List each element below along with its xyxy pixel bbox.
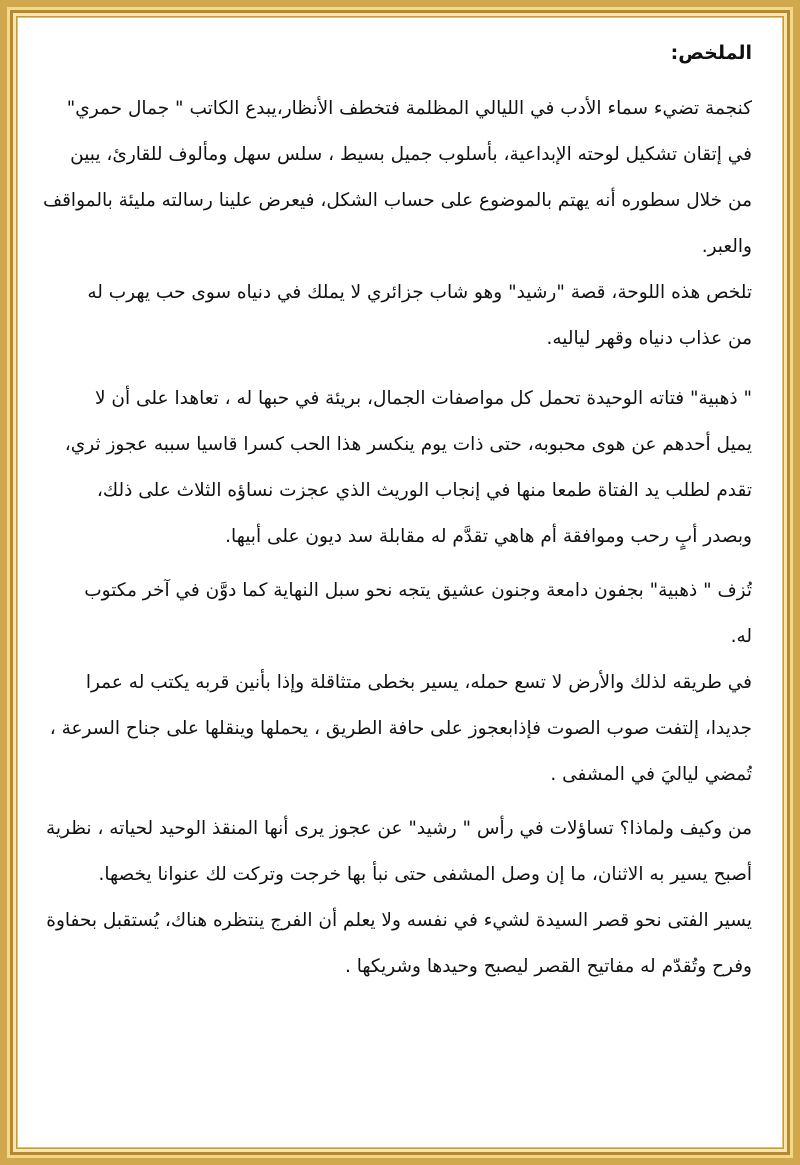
- text-line: يسير الفتى نحو قصر السيدة لشيء في نفسه ولا يعلم أن الفرج ينتظره هناك، يُستقبل بحفاوة: [46, 910, 752, 931]
- summary-page: [30, 28, 752, 990]
- page-title: الملخص:: [670, 42, 752, 64]
- text-line: من عذاب دنياه وقهر لياليه.: [546, 328, 752, 349]
- text-line: " ذهبية" فتاته الوحيدة تحمل كل مواصفات الجمال، بريئة في حبها له ، تعاهدا على أن لا: [94, 388, 752, 409]
- text-line: يميل أحدهم عن هوى محبوبه، حتى ذات يوم ينكسر هذا الحب كسرا قاسيا سببه عجوز ثري،: [64, 434, 752, 455]
- text-line: وبصدر أبٍ رحب وموافقة أم هاهي تقدَّم له مقابلة سد ديون على أبيها.: [225, 526, 752, 547]
- paragraph-intro: [30, 86, 752, 270]
- text-line: في طريقه لذلك والأرض لا تسع حمله، يسير بخطى متثاقلة وإذا بأنين قربه يكتب له عمرا: [85, 672, 752, 693]
- text-line: جديدا، إلتفت صوب الصوت فإذابعجوز على حافة الطريق ، يحملها وينقلها على جناح السرعة ،: [49, 718, 752, 739]
- text-line: في إتقان تشكيل لوحته الإبداعية، بأسلوب جميل بسيط ، سلس سهل ومألوف للقارئ، يبين: [70, 144, 752, 165]
- text-line: تُمضي لياليَ في المشفى .: [550, 764, 752, 785]
- text-line: تقدم لطلب يد الفتاة طمعا منها في إنجاب الوريث الذي عجزت نساؤه الثلاث على ذلك،: [96, 480, 752, 501]
- paragraph-wedding: [30, 568, 752, 660]
- paragraph-dhahabia: [30, 376, 752, 560]
- text-line: أصبح يسير به الاثنان، ما إن وصل المشفى حتى نبأ بها خرجت وتركت لك عنوانا يخصها.: [98, 864, 752, 885]
- text-line: له.: [730, 626, 752, 647]
- text-line: كنجمة تضيء سماء الأدب في الليالي المظلمة فتخطف الأنظار،يبدع الكاتب " جمال حمري": [66, 98, 752, 119]
- paragraph-road: [30, 660, 752, 798]
- paragraph-story: [30, 270, 752, 362]
- text-line: وفرح وتُقدّم له مفاتيح القصر ليصبح وحيدها وشريكها .: [345, 956, 752, 977]
- text-line: والعبر.: [701, 236, 752, 257]
- text-line: من خلال سطوره أنه يهتم بالموضوع على حساب الشكل، فيعرض علينا رسالته مليئة بالمواقف: [42, 190, 752, 211]
- paragraph-ending: [30, 806, 752, 990]
- text-line: تُزف " ذهبية" بجفون دامعة وجنون عشيق يتجه نحو سبل النهاية كما دوَّن في آخر مكتوب: [84, 580, 752, 601]
- text-line: تلخص هذه اللوحة، قصة "رشيد" وهو شاب جزائري لا يملك في دنياه سوى حب يهرب له: [87, 282, 752, 303]
- text-line: من وكيف ولماذا؟ تساؤلات في رأس " رشيد" عن عجوز يرى أنها المنقذ الوحيد لحياته ، نظرية: [45, 818, 752, 839]
